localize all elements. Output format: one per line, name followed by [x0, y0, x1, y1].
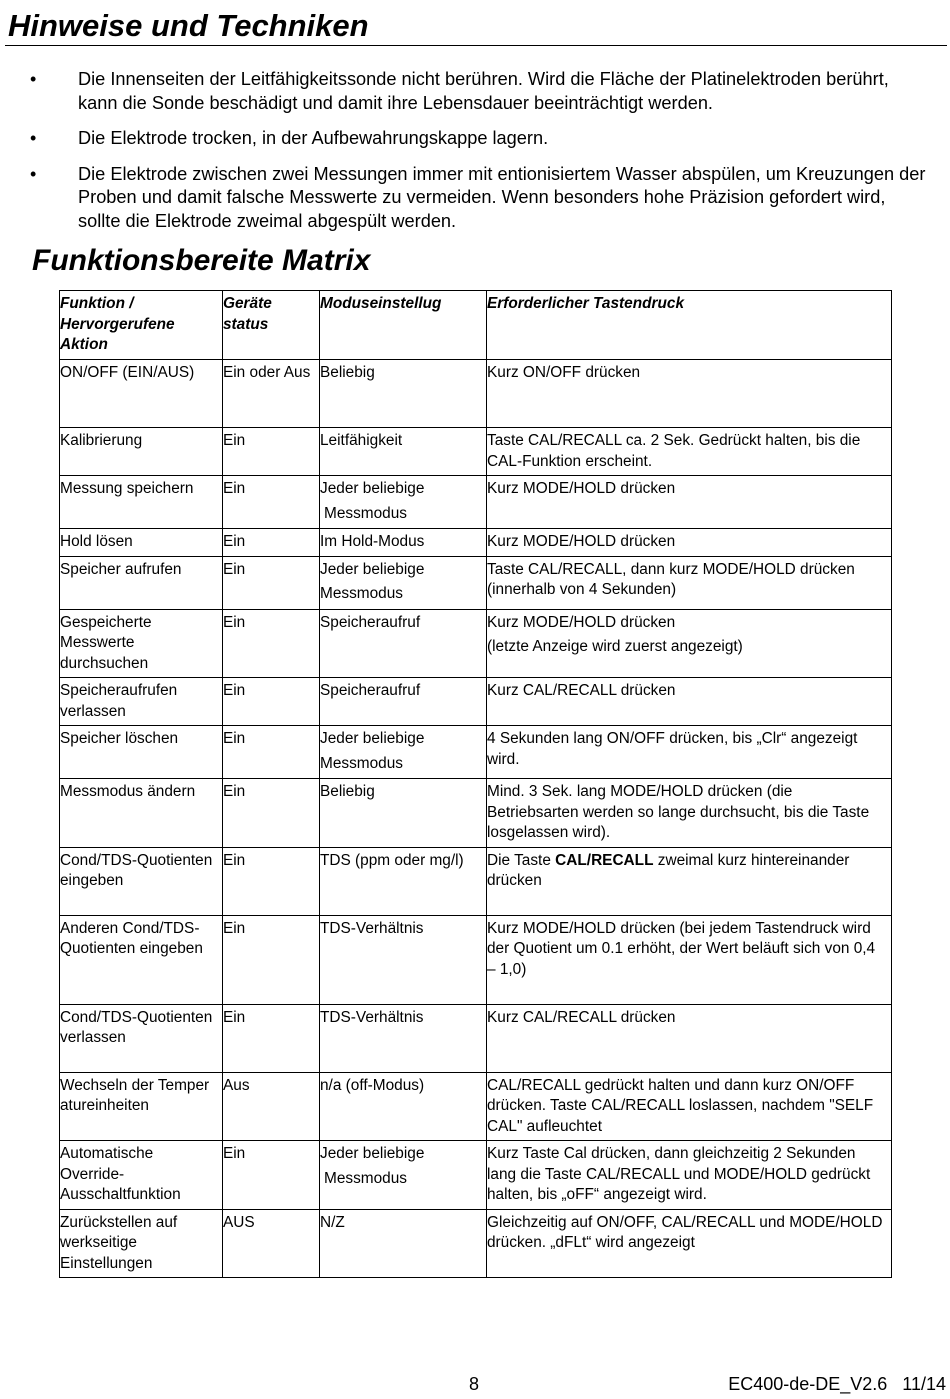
cell-status: Aus: [223, 1072, 320, 1141]
cell-function: Speicher aufrufen: [60, 556, 223, 609]
document-id: EC400-de-DE_V2.6 11/14: [728, 1374, 946, 1394]
cell-keys: Taste CAL/RECALL, dann kurz MODE/HOLD drücken (innerhalb von 4 Sekunden): [487, 556, 892, 609]
tip-text: Die Innenseiten der Leitfähigkeitssonde nicht berühren. Wird die Fläche der Platinelektroden berührt, kann die Sonde beschädigt und damit ihre Lebensdauer beeinträchtigt werden.: [78, 69, 889, 113]
cell-keys: CAL/RECALL gedrückt halten und dann kurz ON/OFF drücken. Taste CAL/RECALL loslassen, nachdem "SELF CAL" aufleuchtet: [487, 1072, 892, 1141]
table-row: [60, 1072, 892, 1141]
cell-status: Ein: [223, 779, 320, 848]
tip-item: [0, 127, 928, 151]
cell-keys: Mind. 3 Sek. lang MODE/HOLD drücken (die Betriebsarten werden so lange durchsucht, bis die Taste losgelassen wird).: [487, 779, 892, 848]
cell-function: Zurückstellen auf werkseitige Einstellungen: [60, 1209, 223, 1278]
keys-text: zweimal kurz hintereinander drücken: [487, 851, 850, 889]
cell-status: Ein: [223, 529, 320, 557]
tip-item: [0, 163, 928, 234]
cell-function: Cond/TDS-Quotienten verlassen: [60, 1004, 223, 1072]
mode-line: Messmodus: [324, 504, 407, 522]
cell-mode: Leitfähigkeit: [320, 428, 487, 476]
table-row: [60, 360, 892, 428]
section-title: Funktionsbereite Matrix: [32, 244, 371, 277]
page-number: 8: [469, 1374, 480, 1394]
cell-mode: N/Z: [320, 1209, 487, 1278]
cell-keys: [487, 847, 892, 915]
heading-rule: [5, 45, 947, 46]
cell-function: Kalibrierung: [60, 428, 223, 476]
cell-keys: 4 Sekunden lang ON/OFF drücken, bis „Clr“ angezeigt wird.: [487, 726, 892, 779]
tip-text: Die Elektrode zwischen zwei Messungen immer mit entionisiertem Wasser abspülen, um Kreuzungen der Proben und damit falsche Messwerte zu vermeiden. Wenn besonders hohe Präzision gefordert wird, sollte die Elektrode zweimal abgespült werden.: [78, 163, 926, 231]
table-row: [60, 556, 892, 609]
cell-function: Hold lösen: [60, 529, 223, 557]
cell-keys: Kurz CAL/RECALL drücken: [487, 1004, 892, 1072]
cell-mode: Im Hold-Modus: [320, 529, 487, 557]
table-row: [60, 428, 892, 476]
cell-mode: Beliebig: [320, 779, 487, 848]
mode-line: Jeder beliebige: [320, 730, 425, 747]
cell-mode: Speicheraufruf: [320, 678, 487, 726]
cell-status: Ein oder Aus: [223, 360, 320, 428]
cell-status: Ein: [223, 428, 320, 476]
header-keys: Erforderlicher Tastendruck: [487, 291, 892, 360]
table-row: [60, 915, 892, 1004]
cell-keys: Gleichzeitig auf ON/OFF, CAL/RECALL und MODE/HOLD drücken. „dFLt“ wird angezeigt: [487, 1209, 892, 1278]
bullet-icon: •: [30, 69, 37, 89]
cell-keys: Kurz ON/OFF drücken: [487, 360, 892, 428]
cell-status: Ein: [223, 678, 320, 726]
cell-keys: Kurz MODE/HOLD drücken: [487, 529, 892, 557]
table-row: [60, 726, 892, 779]
cell-mode: TDS-Verhältnis: [320, 915, 487, 1004]
cell-keys: Kurz MODE/HOLD drücken (bei jedem Tastendruck wird der Quotient um 0.1 erhöht, der Wert beläuft sich von 0,4 – 1,0): [487, 915, 892, 1004]
cell-status: AUS: [223, 1209, 320, 1278]
header-mode: Moduseinstellug: [320, 291, 487, 360]
cell-keys: [487, 609, 892, 678]
table-row: [60, 529, 892, 557]
table-row: [60, 609, 892, 678]
keys-bold-text: CAL/RECALL: [555, 851, 654, 869]
cell-status: Ein: [223, 476, 320, 529]
tips-list: [0, 68, 950, 245]
cell-mode: [320, 556, 487, 609]
keys-line: Kurz MODE/HOLD drücken: [487, 613, 676, 631]
page-heading: Hinweise und Techniken: [8, 8, 369, 43]
cell-mode: [320, 476, 487, 529]
cell-status: Ein: [223, 1141, 320, 1210]
cell-function: Wechseln der Temperatureinheiten: [60, 1072, 223, 1141]
cell-mode: [320, 1141, 487, 1210]
cell-status: Ein: [223, 609, 320, 678]
header-function: Funktion / Hervorgerufene Aktion: [60, 291, 223, 360]
mode-line: Messmodus: [324, 1169, 407, 1187]
cell-function: Gespeicherte Messwerte durchsuchen: [60, 609, 223, 678]
cell-function: Messung speichern: [60, 476, 223, 529]
mode-line: Messmodus: [320, 754, 403, 772]
cell-mode: TDS-Verhältnis: [320, 1004, 487, 1072]
cell-mode: Speicheraufruf: [320, 609, 487, 678]
mode-line: Jeder beliebige: [320, 560, 425, 578]
table-row: [60, 1141, 892, 1210]
cell-function: Speicher löschen: [60, 726, 223, 779]
table-row: [60, 678, 892, 726]
header-status: Geräte status: [223, 291, 320, 360]
keys-line: (letzte Anzeige wird zuerst angezeigt): [487, 638, 743, 655]
table-row: [60, 1004, 892, 1072]
cell-function: Cond/TDS-Quotienten eingeben: [60, 847, 223, 915]
tip-item: [0, 68, 928, 115]
cell-status: Ein: [223, 1004, 320, 1072]
cell-status: Ein: [223, 726, 320, 779]
mode-line: Jeder beliebige: [320, 480, 425, 497]
cell-keys: Taste CAL/RECALL ca. 2 Sek. Gedrückt halten, bis die CAL-Funktion erscheint.: [487, 428, 892, 476]
cell-function: Anderen Cond/TDS-Quotienten eingeben: [60, 915, 223, 1004]
table-row: [60, 476, 892, 529]
cell-function: Automatische Override-Ausschaltfunktion: [60, 1141, 223, 1210]
cell-function: Messmodus ändern: [60, 779, 223, 848]
cell-function: Speicheraufrufen verlassen: [60, 678, 223, 726]
function-matrix-table: [59, 290, 892, 1278]
table-row: [60, 847, 892, 915]
table-header-row: [60, 291, 892, 360]
table-row: [60, 779, 892, 848]
bullet-icon: •: [30, 163, 37, 184]
cell-mode: TDS (ppm oder mg/l): [320, 847, 487, 915]
table-row: [60, 1209, 892, 1278]
cell-keys: Kurz Taste Cal drücken, dann gleichzeitig 2 Sekunden lang die Taste CAL/RECALL und MODE/HOLD gedrückt halten, bis „oFF“ angezeigt wird.: [487, 1141, 892, 1210]
mode-line: Messmodus: [320, 585, 403, 602]
cell-status: Ein: [223, 847, 320, 915]
cell-mode: [320, 726, 487, 779]
cell-mode: Beliebig: [320, 360, 487, 428]
bullet-icon: •: [30, 128, 37, 148]
keys-text: Die Taste: [487, 851, 556, 869]
cell-mode: n/a (off-Modus): [320, 1072, 487, 1141]
cell-status: Ein: [223, 556, 320, 609]
cell-keys: Kurz CAL/RECALL drücken: [487, 678, 892, 726]
tip-text: Die Elektrode trocken, in der Aufbewahrungskappe lagern.: [78, 128, 549, 148]
cell-keys: Kurz MODE/HOLD drücken: [487, 476, 892, 529]
cell-status: Ein: [223, 915, 320, 1004]
cell-function: ON/OFF (EIN/AUS): [60, 360, 223, 428]
mode-line: Jeder beliebige: [320, 1145, 425, 1162]
